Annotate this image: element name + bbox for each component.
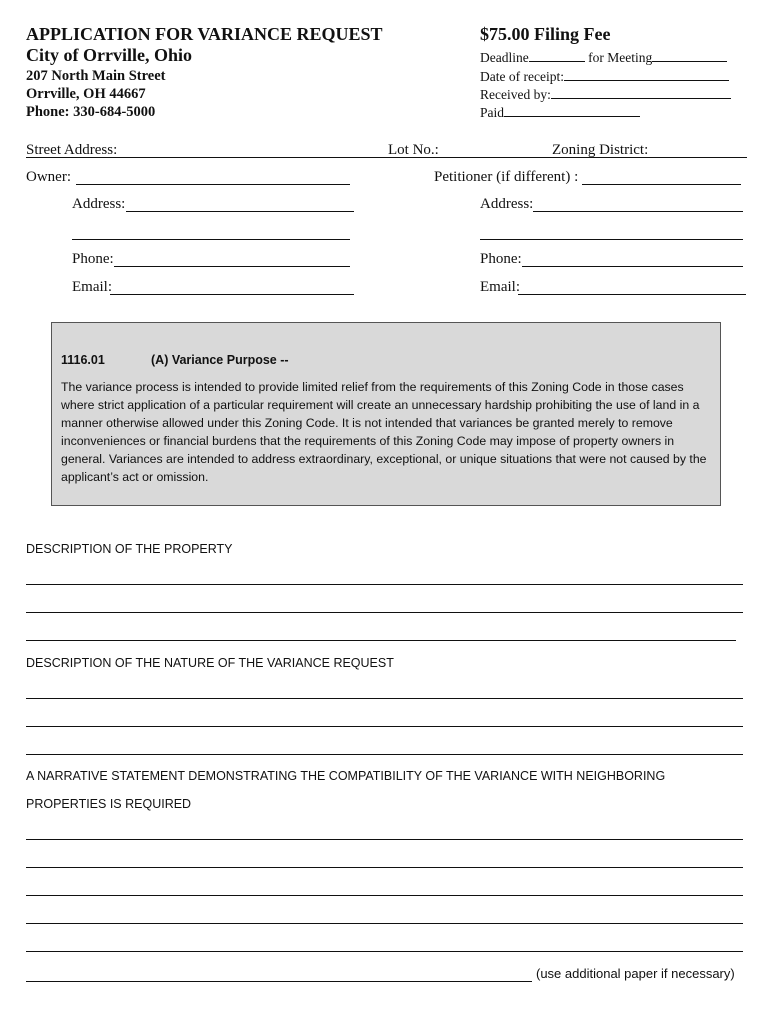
office-phone: Phone: 330-684-5000 (26, 104, 156, 120)
owner-label: Owner: (26, 169, 71, 185)
petitioner-address-input-line[interactable] (533, 211, 743, 212)
narrative-line-4[interactable] (26, 923, 743, 924)
petitioner-address-line2[interactable] (480, 239, 743, 240)
petitioner-email-input-line[interactable] (518, 294, 746, 295)
paid-input-line[interactable] (504, 104, 640, 117)
meeting-label: for Meeting (588, 50, 653, 65)
paid-field (480, 104, 640, 121)
paid-label: Paid (480, 105, 505, 120)
narrative-heading-line-1: A NARRATIVE STATEMENT DEMONSTRATING THE COMPATIBILITY OF THE VARIANCE WITH NEIGHBORING (26, 769, 666, 783)
variance-nature-heading: DESCRIPTION OF THE NATURE OF THE VARIANCE REQUEST (26, 656, 394, 670)
petitioner-input-line[interactable] (582, 184, 741, 185)
owner-address-input-line[interactable] (126, 211, 354, 212)
narrative-line-6[interactable] (26, 981, 532, 982)
narrative-line-2[interactable] (26, 867, 743, 868)
owner-phone-input-line[interactable] (114, 266, 350, 267)
variance-nature-line-1[interactable] (26, 698, 743, 699)
code-section-number: 1116.01 (61, 353, 105, 367)
narrative-line-5[interactable] (26, 951, 743, 952)
form-title: APPLICATION FOR VARIANCE REQUEST (26, 24, 383, 44)
receipt-date-label: Date of receipt: (480, 69, 564, 84)
receipt-date-field (480, 68, 729, 85)
received-by-input-line[interactable] (551, 86, 731, 99)
filing-fee: $75.00 Filing Fee (480, 24, 611, 44)
petitioner-address-label: Address: (480, 196, 534, 212)
petitioner-email-label: Email: (480, 279, 520, 295)
owner-phone-label: Phone: (72, 251, 114, 267)
property-description-heading: DESCRIPTION OF THE PROPERTY (26, 542, 233, 556)
receipt-date-input-line[interactable] (564, 68, 729, 81)
owner-email-label: Email: (72, 279, 112, 295)
office-city-state-zip: Orrville, OH 44667 (26, 86, 146, 102)
deadline-label: Deadline (480, 50, 529, 65)
office-street: 207 North Main Street (26, 68, 166, 84)
zoning-district-label: Zoning District: (552, 142, 649, 158)
variance-purpose-text: The variance process is intended to provide limited relief from the requirements of this Zoning Code in those cases where strict application of a particular requirement will create an unnecessary hardship prohibiting the use of land in a manner otherwise allowed under this Zoning Code. It is not intended that variances be granted merely to remove inconveniences or financial burdens that the requirements of this Zoning Code may impose of property owners in general. Variances are intended to address extraordinary, exceptional, or unique situations that were not caused by the applicant’s act or omission. (61, 380, 707, 484)
additional-paper-note: (use additional paper if necessary) (536, 966, 735, 981)
owner-email-input-line[interactable] (110, 294, 354, 295)
lot-no-label: Lot No.: (388, 142, 439, 158)
deadline-input-line[interactable] (529, 49, 585, 62)
variance-purpose-box (51, 322, 721, 506)
owner-address-label: Address: (72, 196, 126, 212)
owner-input-line[interactable] (76, 184, 350, 185)
property-description-line-2[interactable] (26, 612, 743, 613)
narrative-line-3[interactable] (26, 895, 743, 896)
property-row-line[interactable] (26, 157, 747, 158)
variance-nature-line-3[interactable] (26, 754, 743, 755)
petitioner-phone-input-line[interactable] (522, 266, 743, 267)
narrative-heading-line-2: PROPERTIES IS REQUIRED (26, 797, 192, 811)
property-description-line-3[interactable] (26, 640, 736, 641)
city-name: City of Orrville, Ohio (26, 45, 192, 65)
received-by-field (480, 86, 731, 103)
owner-address-line2[interactable] (72, 239, 350, 240)
deadline-field (480, 49, 727, 66)
property-description-line-1[interactable] (26, 584, 743, 585)
meeting-input-line[interactable] (652, 49, 727, 62)
petitioner-phone-label: Phone: (480, 251, 522, 267)
narrative-line-1[interactable] (26, 839, 743, 840)
variance-nature-line-2[interactable] (26, 726, 743, 727)
petitioner-label: Petitioner (if different) : (434, 169, 579, 185)
received-by-label: Received by: (480, 87, 551, 102)
variance-purpose-heading: (A) Variance Purpose -- (151, 353, 289, 367)
street-address-label: Street Address: (26, 142, 118, 158)
